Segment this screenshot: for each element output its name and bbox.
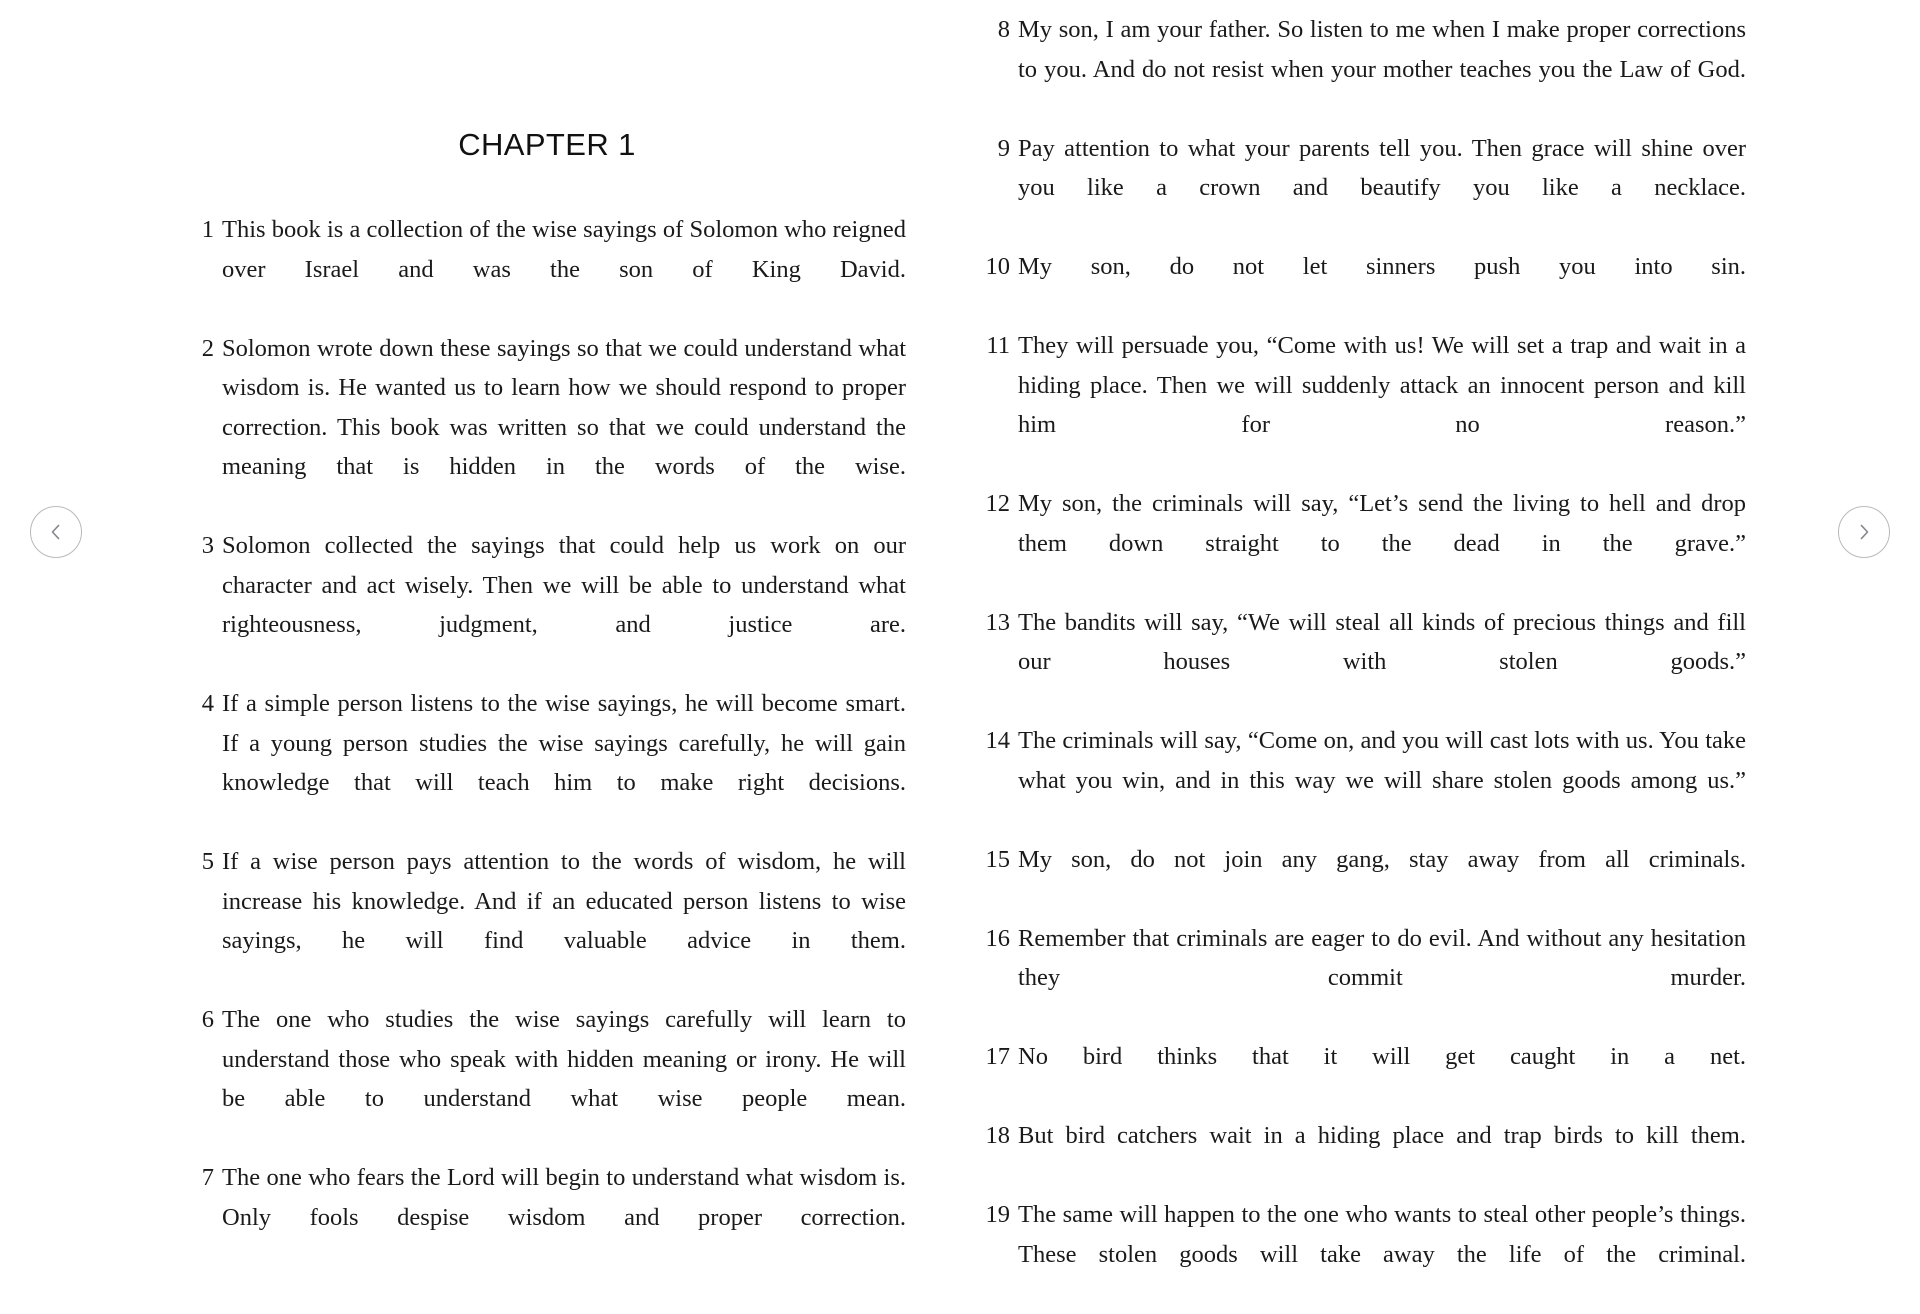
verse-18	[980, 1116, 1746, 1195]
verse-number: 14	[985, 727, 1010, 754]
prev-nav-zone	[0, 0, 112, 1064]
verse-text: My son, do not join any gang, stay away from all criminals.	[1018, 845, 1746, 873]
verse-13	[980, 603, 1746, 722]
verse-text: They will persuade you, “Come with us! We will set a trap and wait in a hiding place. Then we will suddenly attack an innocent person and kill him for no reason.”	[1018, 332, 1746, 438]
verse-text: If a simple person listens to the wise sayings, he will become smart. If a young person studies the wise sayings carefully, he will gain knowledge that will teach him to make right decisions.	[222, 690, 906, 797]
verse-text: This book is a collection of the wise sayings of Solomon who reigned over Israel and was the son of King David.	[222, 216, 906, 283]
verse-text: Solomon wrote down these sayings so that we could understand what wisdom is. He wanted us to learn how we should respond to proper correction. This book was written so that we could understand the meaning that is hidden in the words of the wise.	[222, 334, 906, 481]
prev-page-button[interactable]	[30, 506, 82, 558]
verse-5	[188, 842, 906, 1000]
verse-number: 2	[201, 334, 214, 362]
verse-number: 3	[201, 532, 214, 560]
verse-text: The one who fears the Lord will begin to understand what wisdom is. Only fools despise wisdom and proper correction.	[222, 1164, 906, 1231]
verse-number: 6	[201, 1006, 214, 1034]
verse-number: 1	[201, 216, 214, 244]
verse-number: 7	[201, 1164, 214, 1192]
verse-text: Remember that criminals are eager to do evil. And without any hesitation they commit murder.	[1018, 924, 1746, 991]
right-verse-list	[980, 0, 1746, 1314]
verse-8	[980, 10, 1746, 129]
right-page-column	[922, 0, 1808, 1268]
verse-number: 19	[985, 1201, 1010, 1228]
verse-text: The criminals will say, “Come on, and you will cast lots with us. You take what you win, and in this way we will share stolen goods among us.”	[1018, 727, 1746, 794]
chevron-left-icon	[45, 521, 67, 543]
verse-number: 15	[985, 845, 1010, 873]
left-verse-list	[188, 162, 906, 1277]
chapter-title: CHAPTER 1	[458, 127, 636, 162]
verse-16	[980, 919, 1746, 1038]
verse-1	[188, 210, 906, 329]
verse-text: Pay attention to what your parents tell you. Then grace will shine over you like a crown and beautify you like a necklace.	[1018, 134, 1746, 201]
left-page-column	[112, 0, 922, 1231]
verse-11	[980, 326, 1746, 484]
verse-number: 12	[985, 490, 1010, 517]
verse-text: The one who studies the wise sayings carefully will learn to understand those who speak with hidden meaning or irony. He will be able to understand what wise people mean.	[222, 1006, 906, 1113]
verse-text: My son, the criminals will say, “Let’s send the living to hell and drop them down straight to the dead in the grave.”	[1018, 490, 1746, 557]
verse-14	[980, 721, 1746, 840]
verse-number: 5	[201, 848, 214, 876]
verse-4	[188, 684, 906, 842]
verse-text: No bird thinks that it will get caught in a net.	[1018, 1043, 1746, 1070]
chevron-right-icon	[1853, 521, 1875, 543]
verse-text: The same will happen to the one who wants to steal other people’s things. These stolen goods will take away the life of the criminal.	[1018, 1201, 1746, 1268]
page-columns	[112, 0, 1808, 1268]
verse-6	[188, 1000, 906, 1158]
next-nav-zone	[1808, 0, 1920, 1064]
verse-number: 4	[201, 690, 214, 718]
verse-10	[980, 247, 1746, 326]
verse-number: 8	[997, 16, 1010, 43]
verse-text: My son, do not let sinners push you into sin.	[1018, 253, 1746, 280]
verse-number: 18	[985, 1122, 1010, 1149]
verse-text: The bandits will say, “We will steal all kinds of precious things and fill our houses with stolen goods.”	[1018, 608, 1746, 675]
verse-number: 10	[985, 253, 1010, 280]
verse-text: But bird catchers wait in a hiding place and trap birds to kill them.	[1018, 1122, 1746, 1149]
verse-19	[980, 1195, 1746, 1314]
verse-17	[980, 1037, 1746, 1116]
verse-7	[188, 1158, 906, 1277]
verse-text: My son, I am your father. So listen to me when I make proper corrections to you. And do not resist when your mother teaches you the Law of God.	[1018, 16, 1746, 83]
verse-number: 16	[985, 924, 1010, 952]
verse-number: 9	[997, 134, 1010, 162]
verse-number: 11	[986, 332, 1010, 359]
verse-12	[980, 484, 1746, 603]
verse-text: Solomon collected the sayings that could help us work on our character and act wisely. Then we will be able to understand what righteousness, judgment, and justice are.	[222, 532, 906, 639]
verse-3	[188, 526, 906, 684]
verse-number: 17	[985, 1043, 1010, 1070]
verse-text: If a wise person pays attention to the words of wisdom, he will increase his knowledge. And if an educated person listens to wise sayings, he will find valuable advice in them.	[222, 848, 906, 955]
verse-15	[980, 840, 1746, 919]
verse-2	[188, 329, 906, 527]
verse-number: 13	[985, 608, 1010, 636]
next-page-button[interactable]	[1838, 506, 1890, 558]
verse-9	[980, 129, 1746, 248]
